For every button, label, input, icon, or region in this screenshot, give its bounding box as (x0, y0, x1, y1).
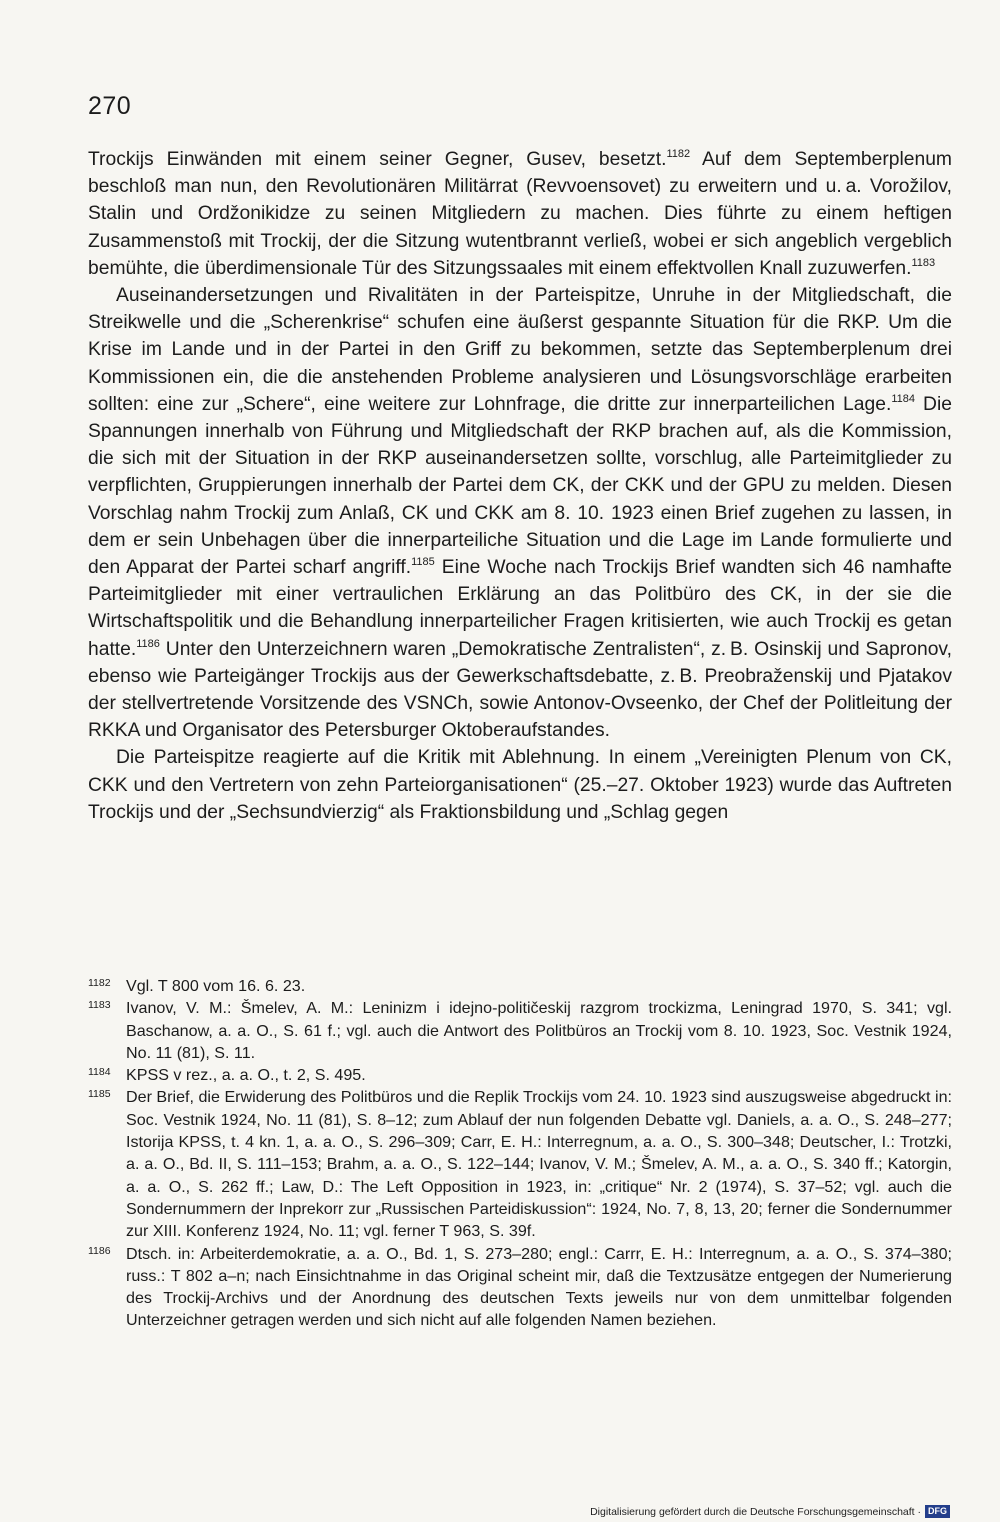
footnote (88, 975, 952, 997)
page-number: 270 (88, 92, 132, 120)
footnote-number: 1182 (88, 977, 111, 989)
body-text-run: Auf dem Septemberplenum beschloß man nun, den Revolutionären Militärrat (Revvoensovet) zu erweitern und u. a. Vorožilov, Stalin und Ordžonikidze zu seinen Mitgliedern zu machen. Dies führte zu einem heftigen Zusammenstoß mit Trockij, der die Sitzung wutentbrannt verließ, wobei er sich angeblich vergeblich bemühte, die überdimensionale Tür des Sitzungssaales mit einem effektvollen Knall zuzuwerfen. (88, 149, 952, 279)
footnote-reference: 1183 (911, 256, 936, 269)
body-text-run: Unter den Unterzeichnern waren „Demokratische Zentralisten“, z. B. Osinskij und Sapronov, ebenso wie Parteigänger Trockijs aus der Gewerkschaftsdebatte, z. B. Preobraženskij und Pjatakov der stellvertretende Vorsitzende des VSNCh, sowie Antonov-Ovseenko, der Chef der Politleitung der RKKA und Organisator des Petersburger Oktoberaufstandes. (88, 638, 952, 742)
body-text-run: Eine Woche nach Trockijs Brief wandten sich 46 namhafte Parteimitglieder mit einer vertraulichen Erklärung an das Politbüro des CK, in der sie die Wirtschaftspolitik und die Behandlung innerparteilicher Fragen kritisierten, wie auch Trockij es getan hatte. (88, 557, 952, 660)
footnote-number: 1184 (88, 1066, 111, 1079)
footnote (88, 997, 952, 1064)
body-text (88, 146, 952, 826)
footer-credit (590, 1505, 950, 1518)
footnote-text: Vgl. T 800 vom 16. 6. 23. (126, 977, 306, 995)
body-paragraph (88, 282, 952, 744)
body-text-run: Trockijs Einwänden mit einem seiner Gegner, Gusev, besetzt. (88, 149, 667, 170)
footnote (88, 1243, 952, 1332)
footnote-text: Ivanov, V. M.: Šmelev, A. M.: Leninizm i idejno-političeskij razgrom trockizma, Leningrad 1970, S. 341; vgl. Baschanow, a. a. O., S. 61 f.; vgl. auch die Antwort des Politbüros an Trockij vom 8. 10. 1923, Soc. Vestnik 1924, No. 11 (81), S. 11. (126, 999, 952, 1062)
footnote-reference: 1182 (666, 148, 691, 160)
footnotes (88, 975, 952, 1332)
footnote-number: 1183 (88, 999, 111, 1012)
footnote-text: Der Brief, die Erwiderung des Politbüros und die Replik Trockijs vom 24. 10. 1923 sind auszugsweise abgedruckt in: Soc. Vestnik 1924, No. 11 (81), S. 8–12; zum Ablauf der nun folgenden Debatte vgl. Daniels, a. a. O., S. 248–277; Istorija KPSS, t. 4 kn. 1, a. a. O., S. 296–309; Carr, E. H.: Interregnum, a. a. O., S. 300–348; Deutscher, I.: Trotzki, a. a. O., Bd. II, S. 111–153; Brahm, a. a. O., S. 122–144; Ivanov, V. M.; Šmelev, A. M., a. a. O., S. 340 ff.; Katorgin, a. a. O., S. 262 ff.; Law, D.: The Left Opposition in 1923, in: „critique“ Nr. 2 (1974), S. 37–52; vgl. auch die Sondernummern der Inprekorr zur „Russischen Parteidiskussion“: 1924, No. 7, 8, 13, 20; ferner die Sondernummer zur XIII. Konferenz 1924, No. 11; vgl. ferner T 963, S. 39f. (126, 1088, 952, 1241)
footer-credit-text: Digitalisierung gefördert durch die Deutsche Forschungsgemeinschaft · (590, 1505, 921, 1518)
footnote-reference: 1186 (136, 637, 160, 650)
footnote-reference: 1184 (891, 392, 915, 405)
footnote-text: KPSS v rez., a. a. O., t. 2, S. 495. (126, 1066, 366, 1085)
body-paragraph (88, 744, 952, 826)
footnote-reference: 1185 (411, 556, 435, 569)
footnote-number: 1185 (88, 1088, 111, 1101)
footnote-number: 1186 (88, 1244, 111, 1257)
body-text-run: Die Spannungen innerhalb von Führung und Mitgliedschaft der RKP brachen auf, als die Kommission, die sich mit der Situation in der RKP auseinandersetzen sollte, vorschlug, alle Parteimitglieder zu verpflichten, Gruppierungen innerhalb der Partei dem CK, der CKK und der GPU zu melden. Diesen Vorschlag nahm Trockij zum Anlaß, CK und CKK am 8. 10. 1923 einen Brief zugehen zu lassen, in dem er sein Unbehagen über die innerparteiliche Situation und die Lage im Lande formulierte und den Apparat der Partei scharf angriff. (88, 393, 952, 579)
footnote (88, 1064, 952, 1086)
footnote-text: Dtsch. in: Arbeiterdemokratie, a. a. O., Bd. 1, S. 273–280; engl.: Carrr, E. H.: Interregnum, a. a. O., S. 374–380; russ.: T 802 a–n; nach Einsichtnahme in das Original scheint mir, daß die Textzusätze entgegen der Numerierung des Trockij-Archivs und der Anordnung des deutschen Texts jeweils nur von dem unmittelbar folgenden Unterzeichner getragen werden und sich nicht auf alle folgenden Namen beziehen. (126, 1244, 952, 1330)
body-text-run: Die Parteispitze reagierte auf die Kritik mit Ablehnung. In einem „Vereinigten Plenum von CK, CKK und den Vertretern von zehn Parteiorganisationen“ (25.–27. Oktober 1923) wurde das Auftreten Trockijs und der „Sechsundvierzig“ als Fraktionsbildung und „Schlag gegen (88, 747, 952, 823)
dfg-logo: DFG (925, 1505, 950, 1518)
body-paragraph (88, 146, 952, 282)
footnote (88, 1086, 952, 1242)
body-text-run: Auseinandersetzungen und Rivalitäten in der Parteispitze, Unruhe in der Mitgliedschaft, die Streikwelle und die „Scherenkrise“ schufen eine äußerst gespannte Situation für die RKP. Um die Krise im Lande und in der Partei in den Griff zu bekommen, setzte das Septemberplenum drei Kommissionen ein, die die anstehenden Probleme analysieren und Lösungsvorschläge erarbeiten sollten: eine zur „Schere“, eine weitere zur Lohnfrage, die dritte zur innerparteilichen Lage. (88, 285, 952, 415)
